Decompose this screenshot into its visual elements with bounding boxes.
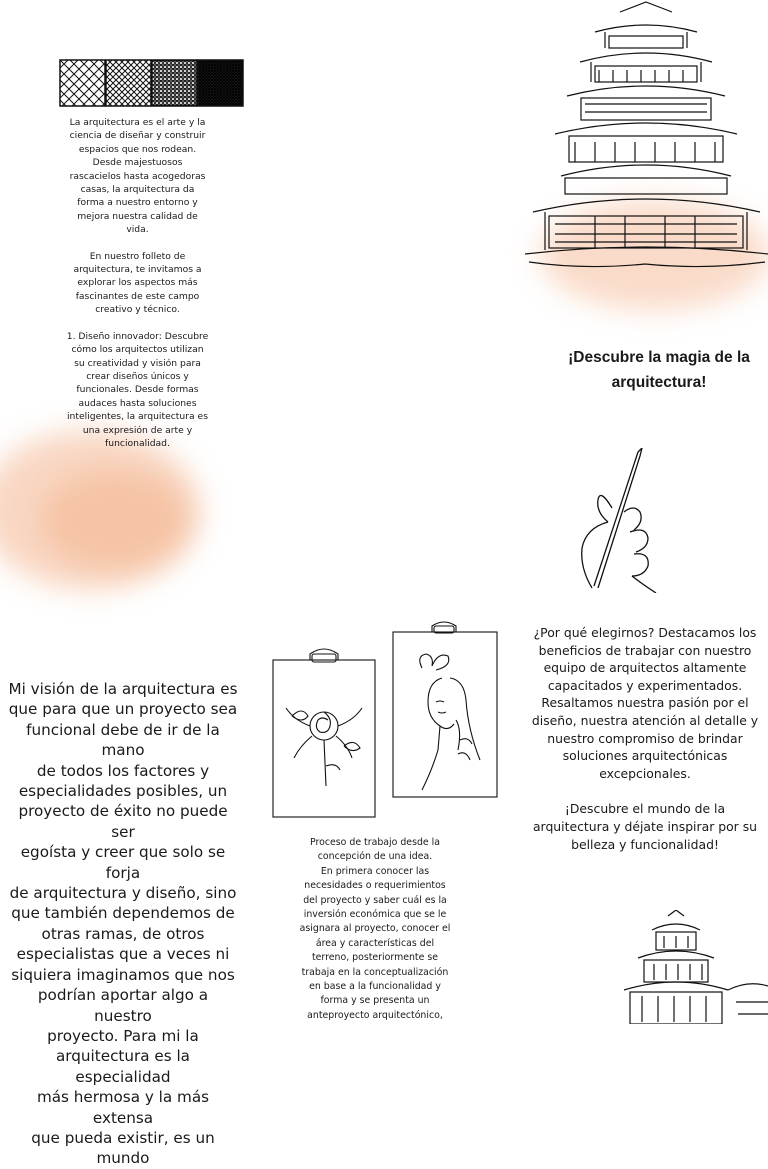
watercolor-wash-left-2 [40,470,190,570]
why-us-paragraph-2: ¡Descubre el mundo de la arquitectura y déjate inspirar por su belleza y funcionalidad! [532,801,758,852]
vision-text: Mi visión de la arquitectura es que para que un proyecto sea funcional debe de ir de la mano de todos los factores y especialidades posibles, un proyecto de éxito no puede ser egoísta y creer que solo se forja de arquitectura y diseño, sino que también dependemos de otras ramas, de otros especialistas que a veces ni siquiera imaginamos que nos podrían aportar algo a nuestro proyecto. Para mi la arquitectura es la especialidad más hermosa y la más extensa que pueda existir, es un mundo [8,680,238,1168]
clipboard-flower [272,646,376,818]
intro-paragraph-1: La arquitectura es el arte y la ciencia de diseñar y construir espacios que nos rodean. Desde majestuosos rascacielos hasta acogedoras casas, la arquitectura da forma a nuestro entorno y mejora nuestra calidad de vida. [69,117,206,236]
cover-title: ¡Descubre la magia de la arquitectura! [568,349,750,391]
flower-sketch-icon [272,646,376,818]
hatch-pattern-icon [59,59,245,107]
clipboard-portrait [392,620,498,798]
hatch-swatches [59,59,245,107]
pagoda-icon [525,0,768,300]
tower-icon [598,910,768,1024]
why-us-text [525,624,765,853]
process-text: Proceso de trabajo desde la concepción de una idea. En primera conocer las necesidades o requerimientos del proyecto y saber cuál es la inversión económica que se le asignara al proyecto, conocer el área y características del terreno, posteriormente se trabaja en la conceptualización en base a la funcionalidad y forma y se presenta un anteproyecto arquitectónico, [299,837,451,1021]
intro-paragraph-2: En nuestro folleto de arquitectura, te invitamos a explorar los aspectos más fascinantes de este campo creativo y técnico. [73,250,202,316]
portrait-butterfly-icon [392,620,498,798]
hand-pencil-icon [572,448,682,593]
intro-paragraph-3: 1. Diseño innovador: Descubre cómo los arquitectos utilizan su creatividad y visión para crear diseños únicos y funcionales. Desde formas audaces hasta soluciones inteligentes, la arquitectura es una expresión de arte y funcionalidad. [66,330,209,449]
why-us-paragraph-1: ¿Por qué elegirnos? Destacamos los beneficios de trabajar con nuestro equipo de arquitectos altamente capacitados y experimentados. Resaltamos nuestra pasión por el diseño, nuestra atención al detalle y nuestro compromiso de brindar soluciones arquitectónicas excepcionales. [531,625,759,781]
intro-text [55,116,220,450]
